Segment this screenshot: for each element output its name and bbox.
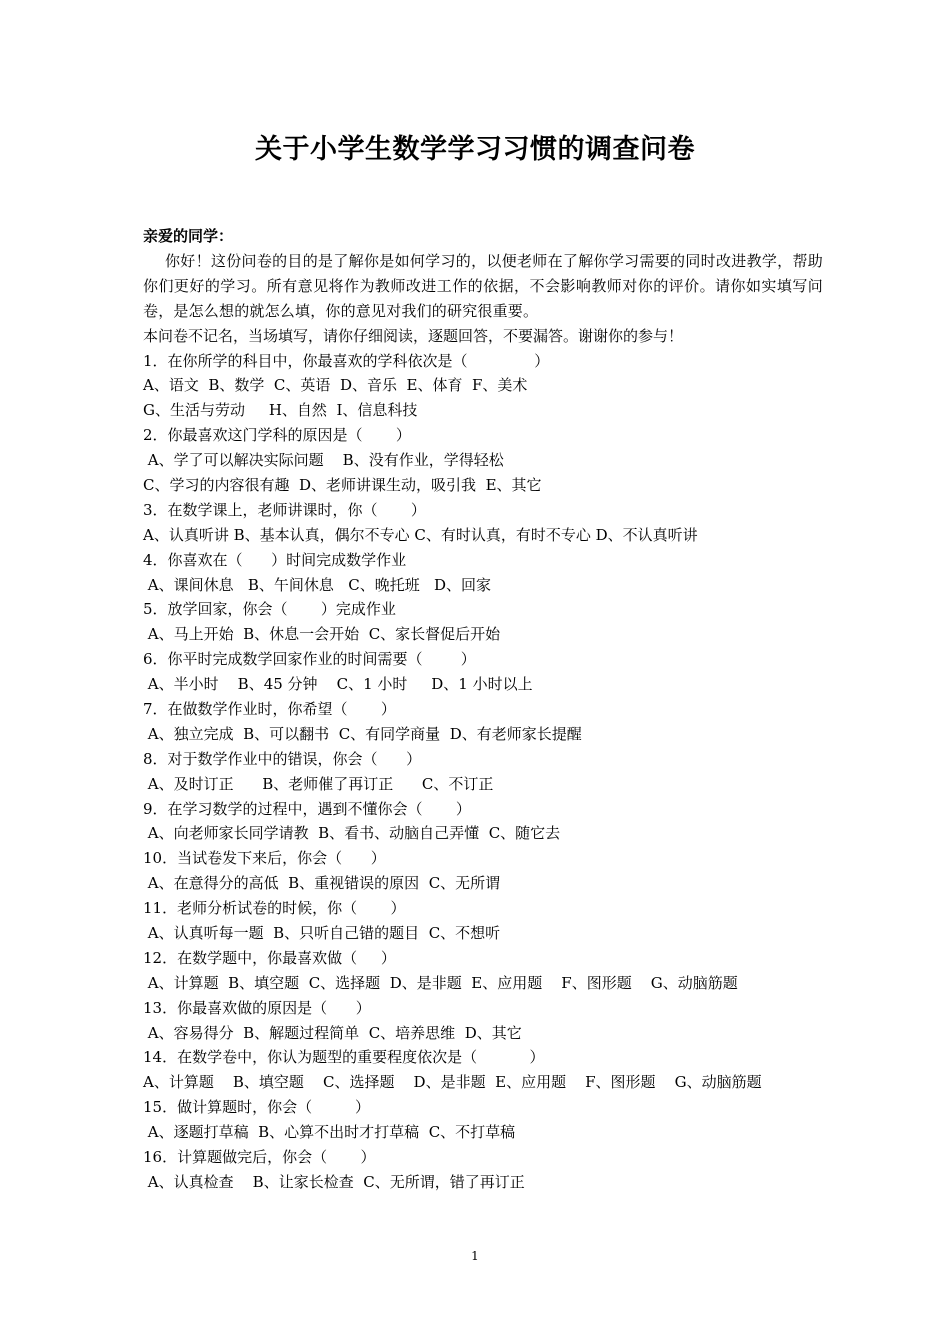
question-line: 9．在学习数学的过程中，遇到不懂你会（ ） — [143, 799, 471, 818]
question-line: 15．做计算题时，你会（ ） — [143, 1098, 371, 1117]
question-line: 8．对于数学作业中的错误，你会（ ） — [143, 749, 422, 768]
options-line: A、容易得分 B、解题过程简单 C、培养思维 D、其它 — [143, 1023, 522, 1042]
question-line: 2．你最喜欢这门学科的原因是（ ） — [143, 426, 411, 445]
options-line: A、认真听讲 B、基本认真，偶尔不专心 C、有时认真，有时不专心 D、不认真听讲 — [143, 525, 698, 544]
page-title: 关于小学生数学学习习惯的调查问卷 — [255, 134, 695, 165]
question-line: 3．在数学课上，老师讲课时，你（ ） — [143, 500, 426, 519]
options-line: A、向老师家长同学请教 B、看书、动脑自己弄懂 C、随它去 — [143, 824, 561, 843]
options-line: A、独立完成 B、可以翻书 C、有同学商量 D、有老师家长提醒 — [143, 724, 582, 743]
options-line: A、计算题 B、填空题 C、选择题 D、是非题 E、应用题 F、图形题 G、动脑筋题 — [143, 973, 738, 992]
options-line: A、及时订正 B、老师催了再订正 C、不订正 — [143, 774, 494, 793]
questionnaire-body — [143, 224, 823, 1195]
greeting: 亲爱的同学： — [143, 227, 234, 245]
question-line: 10．当试卷发下来后，你会（ ） — [143, 849, 386, 868]
options-line: A、课间休息 B、午间休息 C、晚托班 D、回家 — [143, 575, 492, 594]
question-line: 16．计算题做完后，你会（ ） — [143, 1148, 376, 1166]
options-line: A、认真检查 B、让家长检查 C、无所谓，错了再订正 — [143, 1172, 525, 1191]
options-line: G、生活与劳动 H、自然 I、信息科技 — [143, 401, 418, 420]
intro-paragraph: 你好！这份问卷的目的是了解你是如何学习的，以便老师在了解你学习需要的同时改进教学，帮助你们更好的学习。所有意见将作为教师改进工作的依据，不会影响教师对你的评价。请你如实填写问卷，是怎么想的就怎么填，你的意见对我们的研究很重要。 — [143, 251, 823, 320]
options-line: A、语文 B、数学 C、英语 D、音乐 E、体育 F、美术 — [143, 376, 528, 395]
question-list — [143, 349, 823, 1195]
page-number: 1 — [471, 1249, 479, 1263]
options-line: A、在意得分的高低 B、重视错误的原因 C、无所谓 — [143, 874, 501, 893]
options-line: C、学习的内容很有趣 D、老师讲课生动，吸引我 E、其它 — [143, 475, 542, 494]
options-line: A、马上开始 B、休息一会开始 C、家长督促后开始 — [143, 625, 501, 644]
options-line: A、半小时 B、45 分钟 C、1 小时 D、1 小时以上 — [143, 675, 533, 694]
options-line: A、认真听每一题 B、只听自己错的题目 C、不想听 — [143, 923, 501, 942]
question-line: 13．你最喜欢做的原因是（ ） — [143, 998, 371, 1017]
question-line: 7．在做数学作业时，你希望（ ） — [143, 699, 396, 718]
question-line: 6．你平时完成数学回家作业的时间需要（ ） — [143, 650, 476, 669]
question-line: 14．在数学卷中，你认为题型的重要程度依次是（ ） — [143, 1048, 545, 1067]
options-line: A、计算题 B、填空题 C、选择题 D、是非题 E、应用题 F、图形题 G、动脑筋题 — [143, 1073, 762, 1092]
question-line: 5．放学回家，你会（ ）完成作业 — [143, 600, 396, 619]
question-line: 4．你喜欢在（ ）时间完成数学作业 — [143, 550, 407, 569]
question-line: 11．老师分析试卷的时候，你（ ） — [143, 899, 406, 918]
options-line: A、学了可以解决实际问题 B、没有作业，学得轻松 — [143, 451, 504, 470]
options-line: A、逐题打草稿 B、心算不出时才打草稿 C、不打草稿 — [143, 1123, 516, 1142]
note-line: 本问卷不记名，当场填写，请你仔细阅读，逐题回答，不要漏答。谢谢你的参与！ — [143, 326, 684, 345]
question-line: 1．在你所学的科目中，你最喜欢的学科依次是（ ） — [143, 351, 550, 370]
question-line: 12．在数学题中，你最喜欢做（ ） — [143, 948, 396, 967]
